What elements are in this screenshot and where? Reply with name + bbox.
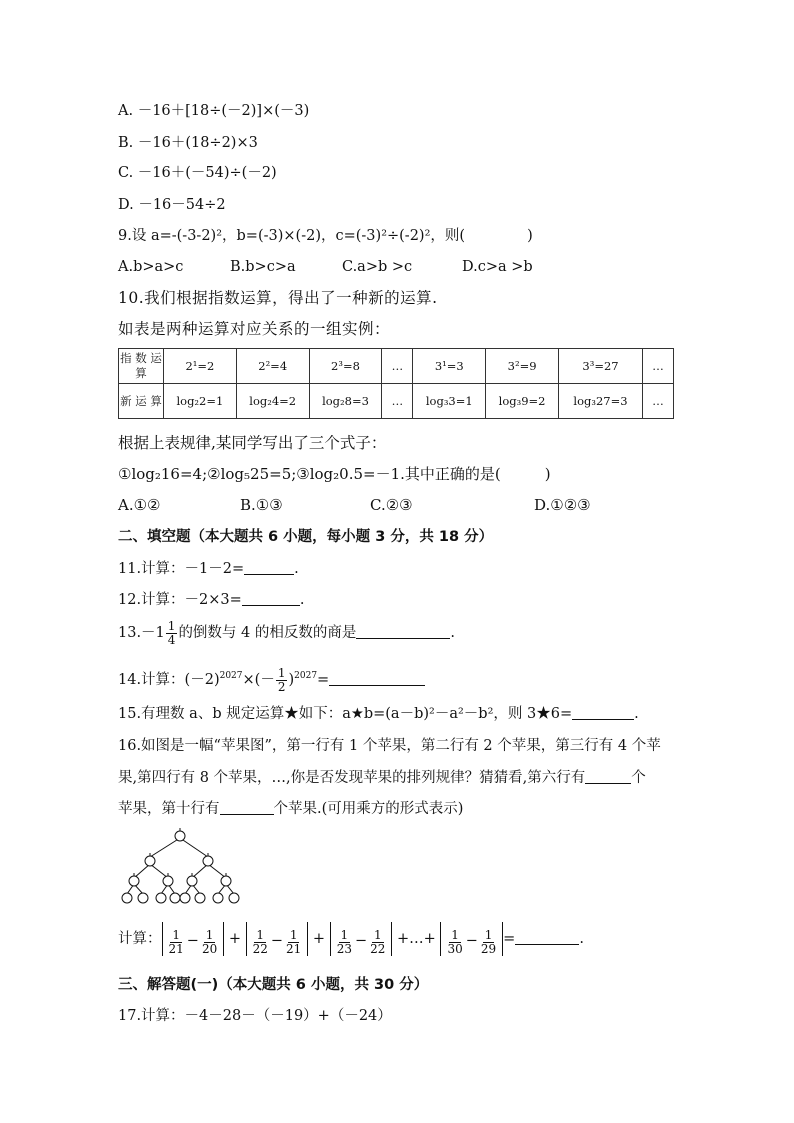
table-row xyxy=(119,384,674,419)
q8-option-a: A. －16＋[18÷(－2)]×(－3) xyxy=(118,103,310,119)
q8-option-c: C. －16＋(－54)÷(－2) xyxy=(118,165,277,181)
q10-option-b: B.①③ xyxy=(240,496,283,514)
fraction: $\frac{1}{2}$ xyxy=(277,665,286,694)
q12: 12.计算：－2×3= . xyxy=(118,589,304,611)
answer-blank xyxy=(356,622,450,639)
q9-option-c: C.a>b >c xyxy=(342,259,413,275)
answer-blank xyxy=(220,798,274,815)
table-row xyxy=(119,349,674,384)
calc-abs-sum: 计算： $\frac{1}{21}$ − $\frac{1}{20}$ + $\frac{1}{22}$ − $\frac{1}{21}$ + $\frac{1}{23}$ − $\frac{1}{22}$ +…+ $\frac{1}{30}$ − $\frac{1}{29}$ = . xyxy=(118,920,584,958)
answer-blank xyxy=(242,589,300,606)
table-cell: log₃27=3 xyxy=(558,384,642,419)
row-header-new-op: 新 运 算 xyxy=(119,384,164,419)
q10-option-d: D.①②③ xyxy=(534,496,591,514)
section3-title: 三、解答题(一)（本大题共 6 小题，共 30 分） xyxy=(118,977,429,993)
answer-blank xyxy=(329,669,425,686)
apple-tree-figure xyxy=(118,826,248,906)
table-cell: 3²=9 xyxy=(486,349,559,384)
q17: 17.计算：－4－28－（－19）+（－24） xyxy=(118,1008,392,1024)
answer-blank xyxy=(244,558,294,575)
table-cell: 2¹=2 xyxy=(164,349,237,384)
table-cell: … xyxy=(643,349,674,384)
table-cell: log₃9=2 xyxy=(486,384,559,419)
q16-line3: 苹果，第十行有 个苹果.(可用乘方的形式表示) xyxy=(118,798,463,820)
table-cell: 3¹=3 xyxy=(413,349,486,384)
q10-line1: 10.我们根据指数运算，得出了一种新的运算. xyxy=(118,289,438,307)
table-cell: log₂8=3 xyxy=(309,384,382,419)
table-cell: 2³=8 xyxy=(309,349,382,384)
answer-blank xyxy=(585,767,631,784)
q9-options xyxy=(118,256,533,278)
table-cell: … xyxy=(643,384,674,419)
q10-line4: ①log₂16=4;②log₅25=5;③log₂0.5=－1.其中正确的是( ) xyxy=(118,465,551,483)
q9-stem: 9.设 a=-(-3-2)²，b=(-3)×(-2)，c=(-3)²÷(-2)²，则( ) xyxy=(118,228,533,244)
q10-line2: 如表是两种运算对应关系的一组实例： xyxy=(118,320,391,338)
apple-icon xyxy=(122,831,239,903)
table-cell: log₂2=1 xyxy=(164,384,237,419)
section2-title: 二、填空题（本大题共 6 小题，每小题 3 分，共 18 分） xyxy=(118,529,494,545)
answer-blank xyxy=(515,928,579,945)
q11: 11.计算：－1－2= . xyxy=(118,558,299,580)
table-cell: log₂4=2 xyxy=(236,384,309,419)
table-cell: … xyxy=(382,349,413,384)
operation-table xyxy=(118,348,674,419)
abs-term: $\frac{1}{23}$ − $\frac{1}{22}$ xyxy=(330,922,393,956)
q8-option-b: B. －16＋(18÷2)×3 xyxy=(118,135,258,151)
q9-option-d: D.c>a >b xyxy=(462,259,533,275)
q13: 13.－1 $\frac{1}{4}$ 的倒数与 4 的相反数的商是 . xyxy=(118,618,455,647)
table-cell: log₃3=1 xyxy=(413,384,486,419)
q10-option-c: C.②③ xyxy=(370,496,413,514)
q8-option-d: D. －16－54÷2 xyxy=(118,197,226,213)
q14: 14.计算：$(-2)^{2027}\times(-$ $\frac{1}{2}$ )$^{2027}$= xyxy=(118,661,425,695)
q16-line1: 16.如图是一幅“苹果图”，第一行有 1 个苹果，第二行有 2 个苹果，第三行有 4 个苹 xyxy=(118,738,661,754)
abs-term: $\frac{1}{22}$ − $\frac{1}{21}$ xyxy=(246,922,309,956)
table-cell: 3³=27 xyxy=(558,349,642,384)
q10-line3: 根据上表规律,某同学写出了三个式子： xyxy=(118,434,387,452)
q16-line2: 果,第四行有 8 个苹果，…,你是否发现苹果的排列规律？猜猜看,第六行有 个 xyxy=(118,767,646,789)
table-cell: … xyxy=(382,384,413,419)
table-cell: 2²=4 xyxy=(236,349,309,384)
q10-options xyxy=(118,494,591,516)
abs-term: $\frac{1}{21}$ − $\frac{1}{20}$ xyxy=(162,922,225,956)
q15: 15.有理数 a、b 规定运算★如下：a★b=(a－b)²－a²－b²，则 3★6= . xyxy=(118,703,639,725)
q10-option-a: A.①② xyxy=(118,496,161,514)
row-header-exponent: 指 数 运 算 xyxy=(119,349,164,384)
fraction: $\frac{1}{4}$ xyxy=(167,618,176,647)
abs-term: $\frac{1}{30}$ − $\frac{1}{29}$ xyxy=(440,922,503,956)
answer-blank xyxy=(572,703,634,720)
q9-option-a: A.b>a>c xyxy=(118,259,184,275)
q9-option-b: B.b>c>a xyxy=(230,259,296,275)
